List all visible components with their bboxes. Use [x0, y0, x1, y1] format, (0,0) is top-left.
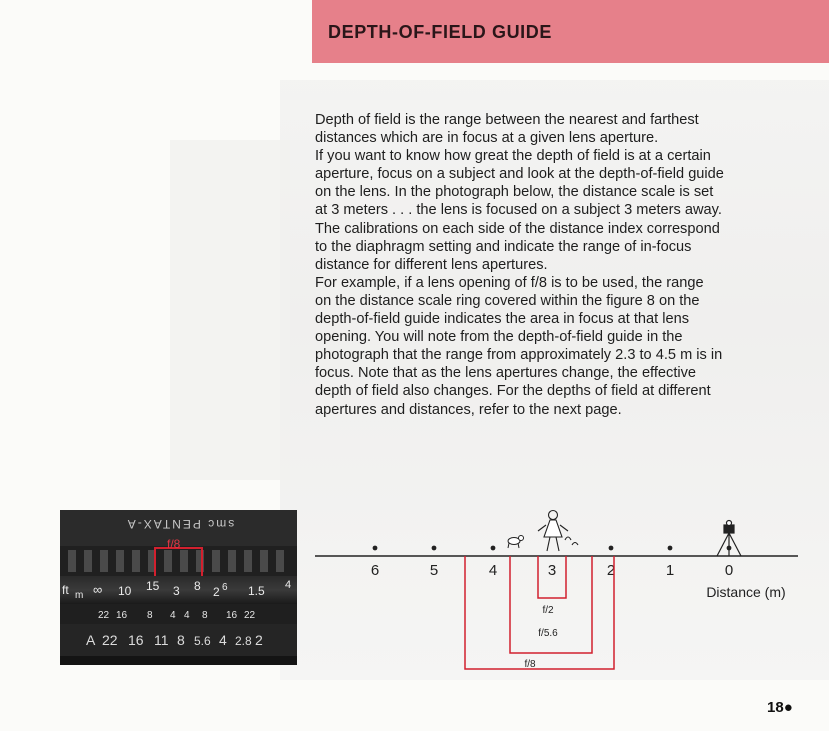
dof-brackets [465, 556, 614, 669]
ring-10: 10 [118, 584, 132, 598]
svg-text:4: 4 [219, 632, 227, 648]
distance-5: 5 [429, 562, 439, 579]
label-f8: f/8 [524, 659, 536, 670]
distance-3: 3 [547, 562, 557, 579]
svg-text:8: 8 [202, 610, 208, 621]
svg-text:A: A [86, 632, 96, 648]
label-f5-6: f/5.6 [538, 628, 558, 639]
svg-text:4: 4 [184, 610, 190, 621]
subject-figure [538, 511, 578, 552]
page-number [767, 699, 793, 716]
ring-2: 2 [213, 585, 220, 599]
ring-15: 15 [146, 579, 160, 593]
svg-text:16: 16 [226, 610, 238, 621]
svg-text:22: 22 [98, 610, 110, 621]
label-f2: f/2 [542, 605, 554, 616]
svg-text:8: 8 [177, 632, 185, 648]
axis-dots [373, 546, 732, 551]
lens-highlight-label: f/8 [167, 537, 181, 551]
reverse-page-show-through-left [170, 140, 290, 480]
svg-text:16: 16 [116, 610, 128, 621]
svg-text:2: 2 [255, 632, 263, 648]
svg-text:5.6: 5.6 [194, 634, 211, 648]
ring-6: 6 [222, 582, 228, 593]
ring-infinity: ∞ [93, 582, 103, 597]
ring-ft: ft [62, 583, 69, 597]
ring-m: m [75, 590, 84, 601]
svg-text:11: 11 [154, 632, 169, 648]
dof-diagram [310, 505, 810, 685]
aperture-labels [524, 605, 558, 670]
lens-photo [60, 510, 297, 665]
distance-axis-label: Distance (m) [706, 584, 786, 600]
svg-text:16: 16 [128, 632, 144, 648]
dog-figure [508, 536, 524, 549]
tripod-camera-icon [717, 521, 741, 557]
svg-text:2.8: 2.8 [235, 634, 252, 648]
distance-1: 1 [665, 562, 675, 579]
svg-text:8: 8 [147, 610, 153, 621]
body-text: Depth of field is the range between the nearest and farthest distances which are in focus at a given lens aperture. If you want to know how great the depth of field is at a certain aperture, focus on a subject and look at the depth-of-field guide on the lens. In the photograph below, the distance scale is set at 3 meters . . . the lens is focused on a subject 3 meters away. The calibrations on each side of the distance index correspond to the diaphragm setting and indicate the range of in-focus distance for different lens apertures. For example, if a lens opening of f/8 is to be used, the range on the distance scale ring covered within the figure 8 on the depth-of-field guide indicates the area in focus at that lens opening. You will note from the depth-of-field guide in the photograph that the range from approximately 2.3 to 4.5 m is in focus. Note that as the lens apertures change, the effective depth of field also changes. For the depths of field at different apertures and distances, refer to the next page. [315, 112, 724, 418]
svg-text:4: 4 [170, 610, 176, 621]
page-title: DEPTH-OF-FIELD GUIDE [328, 22, 552, 42]
distance-4: 4 [488, 562, 498, 579]
page-number-text: 18 [767, 699, 784, 716]
page-number-bullet: ● [783, 699, 793, 716]
distance-6: 6 [370, 562, 380, 579]
svg-text:22: 22 [244, 610, 256, 621]
ring-3: 3 [173, 584, 180, 598]
lens-brand: smc PENTAX-A [125, 517, 235, 531]
ring-8: 8 [194, 579, 201, 593]
svg-text:22: 22 [102, 632, 118, 648]
lens-photo-svg [60, 510, 297, 665]
distance-0: 0 [724, 562, 734, 579]
ring-4: 4 [285, 579, 292, 591]
distance-2: 2 [606, 562, 616, 579]
distance-labels [371, 562, 733, 579]
ring-1-5: 1.5 [248, 584, 265, 598]
